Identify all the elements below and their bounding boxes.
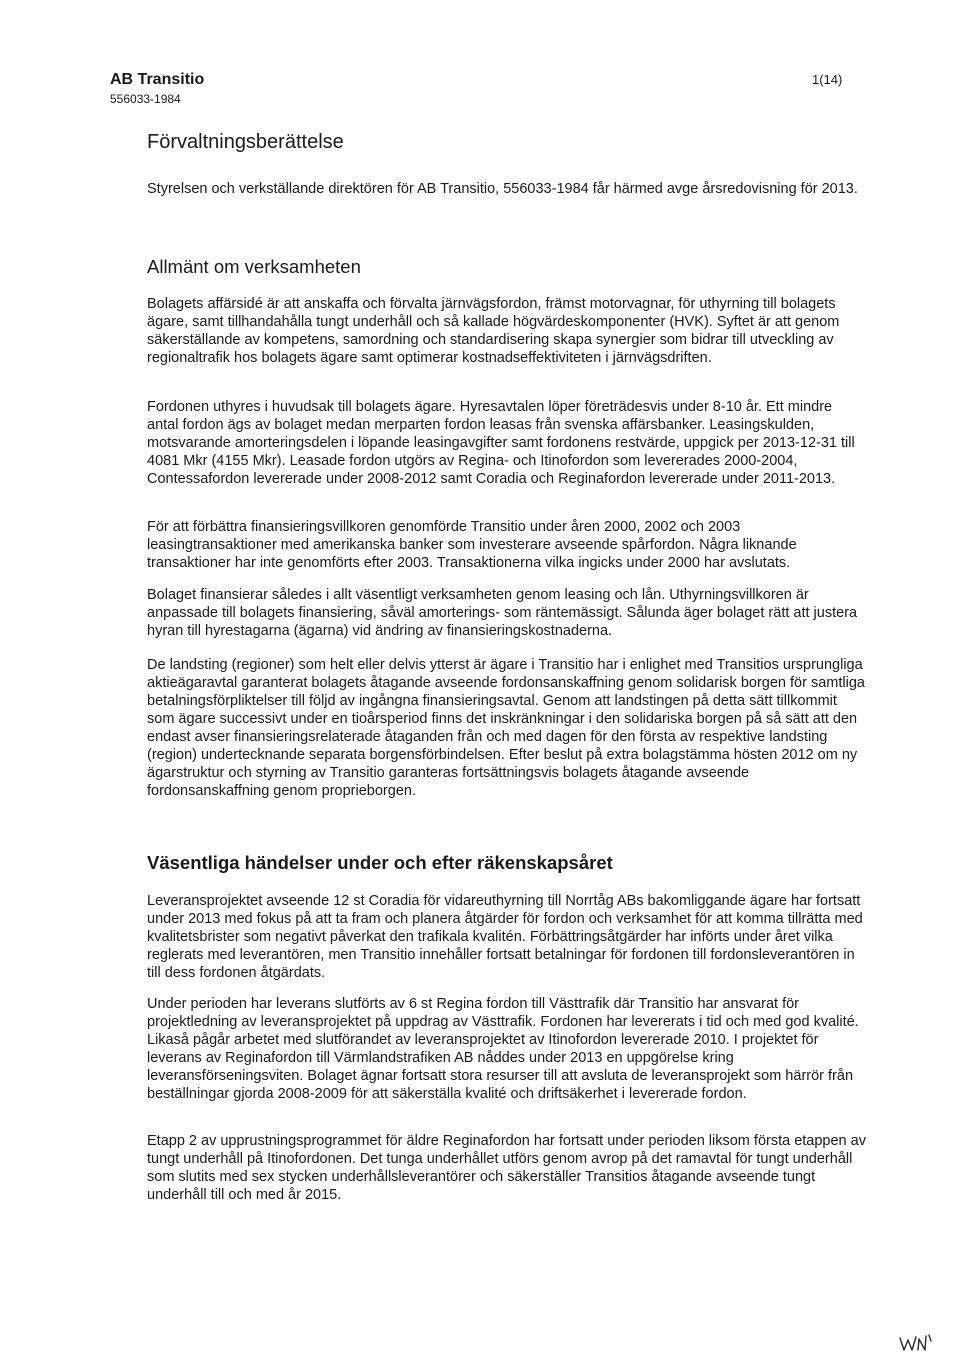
paragraph-vehicle-leasing: Fordonen uthyres i huvudsak till bolagets ägare. Hyresavtalen löper företrädesvis under 8-10 år. Ett mindre antal fordon ägs av bolaget medan merparten fordon leasas från svenska affärsbanker. Leasingskulden, motsvarande amorteringsdelen i löpande leasingavgifter samt fordonens restvärde, uppgick per 2013-12-31 till 4081 Mkr (4155 Mkr). Leasade fordon utgörs av Regina- och Itinofordon som levererades 2000-2004, Contessafordon levererade under 2008-2012 samt Coradia och Reginafordon levererade under 2011-2013. [147,399,855,487]
page-number: 1(14) [812,72,843,87]
page-title: Förvaltningsberättelse [147,131,344,153]
signature-initials [898,1332,934,1354]
paragraph-business-idea: Bolagets affärsidé är att anskaffa och förvalta järnvägsfordon, främst motorvagnar, för uthyrning till bolagets ägare, samt tillhandahålla tungt underhåll och så kallade högvärdeskomponenter (HVK). Syftet är att genom säkerställande av kompetens, samordning och standardisering skapa synergier som bidrar till utveckling av regionaltrafik hos bolagets ägare samt optimerar kostnadseffektiviteten i järnvägsdriften. [147,296,840,366]
paragraph-deliveries: Under perioden har leverans slutförts av 6 st Regina fordon till Västtrafik där Transitio har ansvarat för projektledning av leveransprojektet på uppdrag av Västtrafik. Fordonen har levererats i tid och med god kvalité. Likaså pågår arbetet med slutförandet av leveransprojektet av Itinofordon levererade 2010. I projektet för leverans av Reginafordon till Värmlandstrafiken AB nåddes under 2013 en uppgörelse kring leveransförseningsviten. Bolaget ägnar fortsatt stora resurser till att avsluta de leveransprojekt som härrör från beställningar gjorda 2008-2009 för att säkerställa kvalité och driftsäkerhet i levererade fordon. [147,996,859,1102]
intro-paragraph: Styrelsen och verkställande direktören för AB Transitio, 556033-1984 får härmed avge årsredovisning för 2013. [147,181,858,197]
paragraph-upgrade-program: Etapp 2 av upprustningsprogrammet för äldre Reginafordon har fortsatt under perioden liksom första etappen av tungt underhåll på Itinofordonen. Det tunga underhållet utförs genom avrop på det ramavtal för tungt underhåll som slutits med sex stycken underhållsleverantörer och säkerställer Transitios åtagande avseende tungt underhåll till och med år 2015. [147,1133,866,1203]
paragraph-financing-terms: För att förbättra finansieringsvillkoren genomförde Transitio under åren 2000, 2002 och 2003 leasingtransaktioner med amerikanska banker som investerare avseende spårfordon. Några liknande transaktioner har inte genomförts efter 2003. Transaktionerna vilka ingicks under 2000 har avslutats. [147,519,797,571]
paragraph-guarantees: De landsting (regioner) som helt eller delvis ytterst är ägare i Transitio har i enlighet med Transitios ursprungliga aktieägaravtal garanterat bolagets åtagande avseende fordonsanskaffning genom solidarisk borgen för samtliga betalningsförpliktelser till följd av ingångna finansieringsavtal. Genom att landstingen på detta sätt tillkommit som ägare successivt under en tioårsperiod finns det inskränkningar i den solidariska borgen på så sätt att den endast avser finansieringsrelaterade åtaganden från och med dagen för den första av respektive landsting (region) undertecknande separata borgensförbindelsen. Efter beslut på extra bolagstämma hösten 2012 om ny ägarstruktur och styrning av Transitio garanteras fortsättningsvis bolagets åtagande avseende fordonsanskaffning genom proprieborgen. [147,657,865,799]
company-name: AB Transitio [110,71,205,88]
section-heading-events: Väsentliga händelser under och efter räkenskapsåret [147,852,613,873]
paragraph-financing-method: Bolaget finansierar således i allt väsentligt verksamheten genom leasing och lån. Uthyrningsvillkoren är anpassade till bolagets finansiering, såväl amorterings- som räntemässigt. Sålunda äger bolaget rätt att justera hyran till hyrestagarna (ägarna) vid ändring av finansieringskostnaderna. [147,587,858,639]
paragraph-coradia-project: Leveransprojektet avseende 12 st Coradia för vidareuthyrning till Norrtåg ABs bakomliggande ägare har fortsatt under 2013 med fokus på att ta fram och planera åtgärder för fordon och verksamhet för att komma tillrätta med kvalitetsbrister som negativt påverkat den trafikala kvalitén. Förbättringsåtgärder har införts under året vilka reglerats med leverantören, men Transitio innehåller fortsatt betalningar för fordonen till fordonsleverantören in till dess fordonen åtgärdats. [147,893,863,981]
org-number: 556033-1984 [110,92,181,106]
section-heading-general: Allmänt om verksamheten [147,256,361,277]
